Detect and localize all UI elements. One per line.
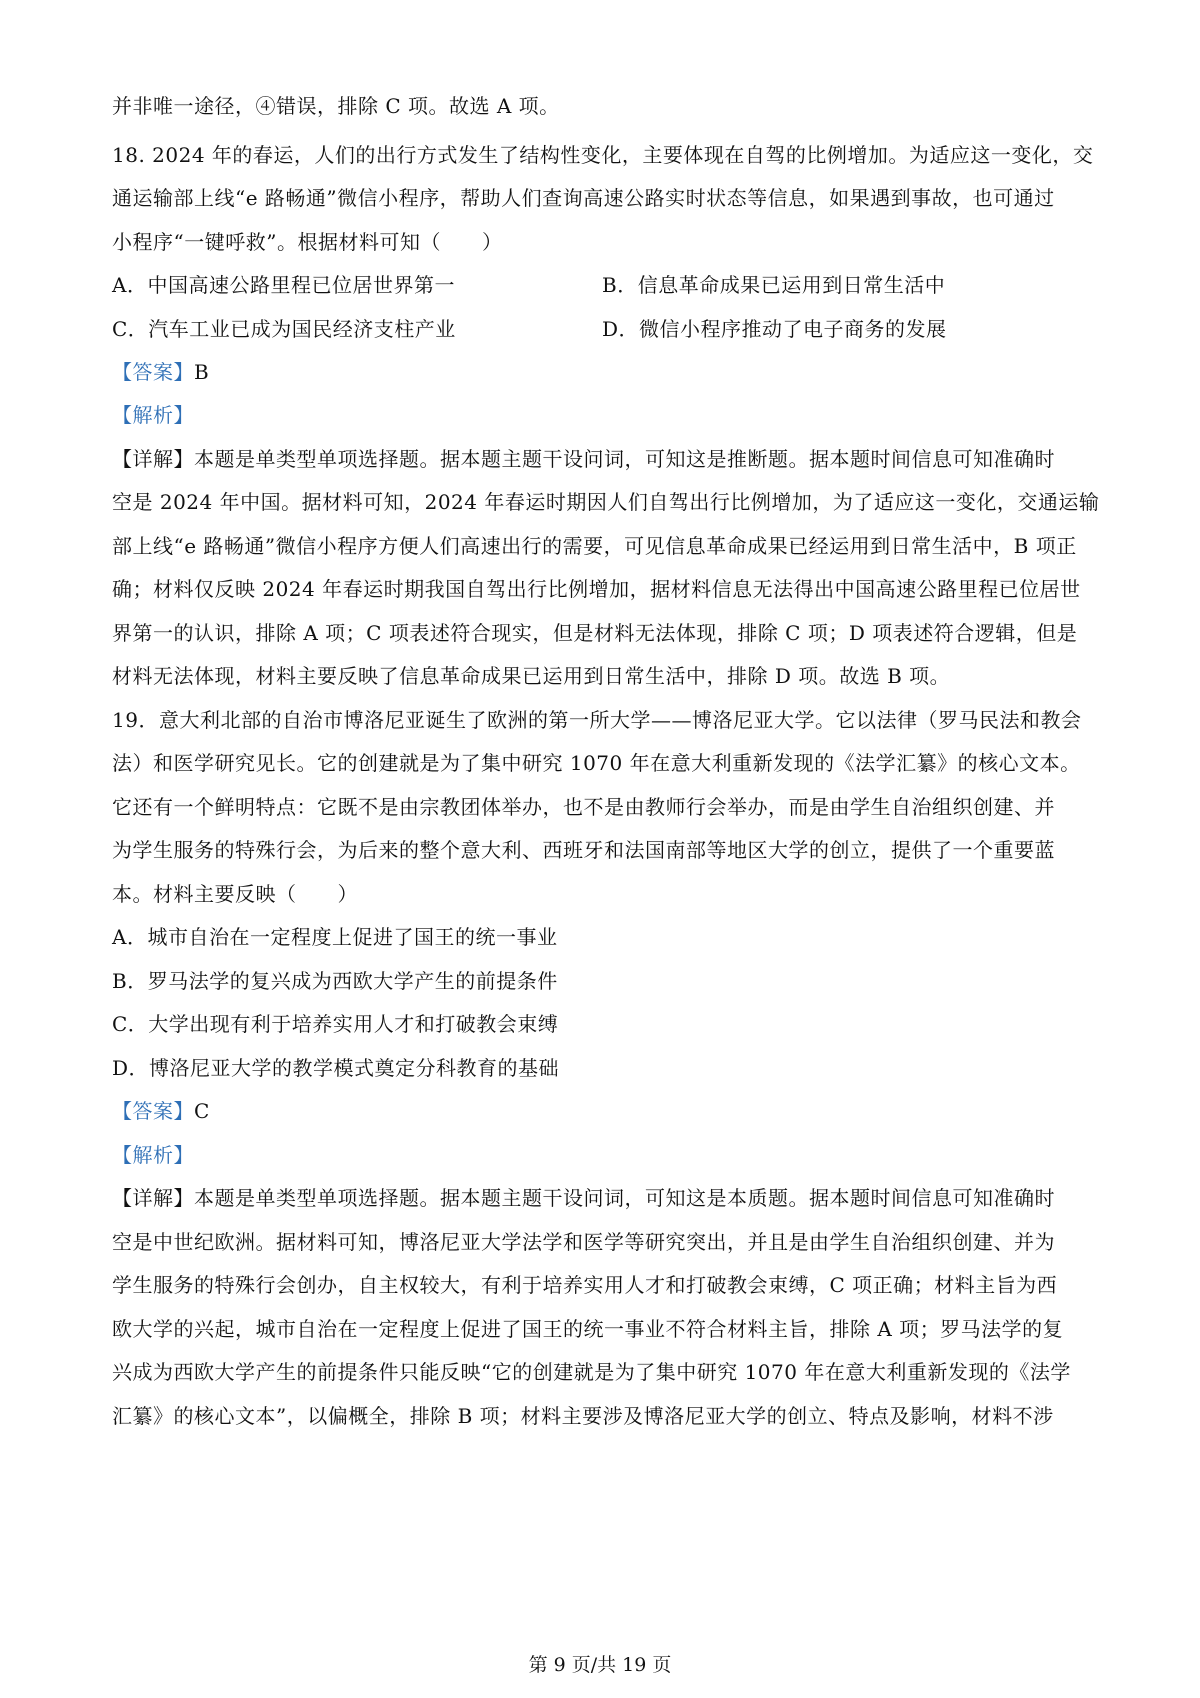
q18-detail-line-5: 界第一的认识，排除 A 项；C 项表述符合现实，但是材料无法体现，排除 C 项；D 项表述符合逻辑，但是 (112, 621, 1078, 645)
q18-detail-line-4: 确；材料仅反映 2024 年春运时期我国自驾出行比例增加，据材料信息无法得出中国高速公路里程已位居世 (112, 577, 1081, 601)
q18-option-d: D．微信小程序推动了电子商务的发展 (602, 317, 947, 341)
q19-option-a: A．城市自治在一定程度上促进了国王的统一事业 (112, 925, 558, 949)
q18-detail-line-1 (112, 445, 1055, 473)
q19-option-c: C．大学出现有利于培养实用人才和打破教会束缚 (112, 1012, 559, 1036)
q19-detail-line-1 (112, 1184, 1055, 1212)
q18-analysis (112, 401, 194, 429)
q19-option-d: D．博洛尼亚大学的教学模式奠定分科教育的基础 (112, 1056, 560, 1080)
q19-detail-tag: 【详解】 (112, 1186, 194, 1210)
q18-answer-tag: 【答案】 (112, 360, 194, 384)
q18-detail-tag: 【详解】 (112, 447, 194, 471)
q18-detail-line-2: 空是 2024 年中国。据材料可知，2024 年春运时期因人们自驾出行比例增加，为了适应这一变化，交通运输 (112, 490, 1100, 514)
q19-detail-text-1: 本题是单类型单项选择题。据本题主题干设问词，可知这是本质题。据本题时间信息可知准确时 (194, 1186, 1055, 1210)
q18-answer (112, 358, 209, 386)
q19-option-b: B．罗马法学的复兴成为西欧大学产生的前提条件 (112, 969, 558, 993)
q18-detail-line-6: 材料无法体现，材料主要反映了信息革命成果已运用到日常生活中，排除 D 项。故选 B 项。 (112, 664, 951, 688)
q19-detail-line-6: 汇纂》的核心文本”，以偏概全，排除 B 项；材料主要涉及博洛尼亚大学的创立、特点及影响，材料不涉 (112, 1404, 1054, 1428)
q19-detail-line-2: 空是中世纪欧洲。据材料可知，博洛尼亚大学法学和医学等研究突出，并且是由学生自治组织创建、并为 (112, 1230, 1055, 1254)
q19-stem-line-4: 为学生服务的特殊行会，为后来的整个意大利、西班牙和法国南部等地区大学的创立，提供了一个重要蓝 (112, 838, 1055, 862)
q19-answer-tag: 【答案】 (112, 1099, 194, 1123)
q19-stem-line-3: 它还有一个鲜明特点：它既不是由宗教团体举办，也不是由教师行会举办，而是由学生自治组织创建、并 (112, 795, 1055, 819)
q19-stem-line-5: 本。材料主要反映（ ） (112, 882, 358, 906)
q18-stem-line-2: 通运输部上线“e 路畅通”微信小程序，帮助人们查询高速公路实时状态等信息，如果遇到事故，也可通过 (112, 186, 1055, 210)
q19-stem-line-1: 19．意大利北部的自治市博洛尼亚诞生了欧洲的第一所大学——博洛尼亚大学。它以法律（罗马民法和教会 (112, 708, 1082, 732)
q19-analysis-tag: 【解析】 (112, 1143, 194, 1167)
q18-option-b: B．信息革命成果已运用到日常生活中 (602, 273, 946, 297)
q18-option-c: C．汽车工业已成为国民经济支柱产业 (112, 317, 456, 341)
q18-stem-line-1: 18. 2024 年的春运，人们的出行方式发生了结构性变化，主要体现在自驾的比例增加。为适应这一变化，交 (112, 143, 1094, 167)
q19-detail-line-4: 欧大学的兴起，城市自治在一定程度上促进了国王的统一事业不符合材料主旨，排除 A 项；罗马法学的复 (112, 1317, 1064, 1341)
q19-answer-value: C (194, 1099, 210, 1123)
q18-option-a: A．中国高速公路里程已位居世界第一 (112, 273, 455, 297)
q19-analysis (112, 1141, 194, 1169)
q19-stem-line-2: 法）和医学研究见长。它的创建就是为了集中研究 1070 年在意大利重新发现的《法学汇纂》的核心文本。 (112, 751, 1081, 775)
intro-text: 并非唯一途径，④错误，排除 C 项。故选 A 项。 (112, 94, 560, 118)
q18-analysis-tag: 【解析】 (112, 403, 194, 427)
q18-detail-line-3: 部上线“e 路畅通”微信小程序方便人们高速出行的需要，可见信息革命成果已经运用到日常生活中，B 项正 (112, 534, 1077, 558)
q19-detail-line-5: 兴成为西欧大学产生的前提条件只能反映“它的创建就是为了集中研究 1070 年在意大利重新发现的《法学 (112, 1360, 1071, 1384)
q19-detail-line-3: 学生服务的特殊行会创办，自主权较大，有利于培养实用人才和打破教会束缚，C 项正确；材料主旨为西 (112, 1273, 1058, 1297)
q18-answer-value: B (194, 360, 210, 384)
q18-stem-line-3: 小程序“一键呼救”。根据材料可知（ ） (112, 230, 503, 254)
q18-detail-text-1: 本题是单类型单项选择题。据本题主题干设问词，可知这是推断题。据本题时间信息可知准确时 (194, 447, 1055, 471)
page-number-footer: 第 9 页/共 19 页 (528, 1654, 672, 1676)
q19-answer (112, 1097, 210, 1125)
